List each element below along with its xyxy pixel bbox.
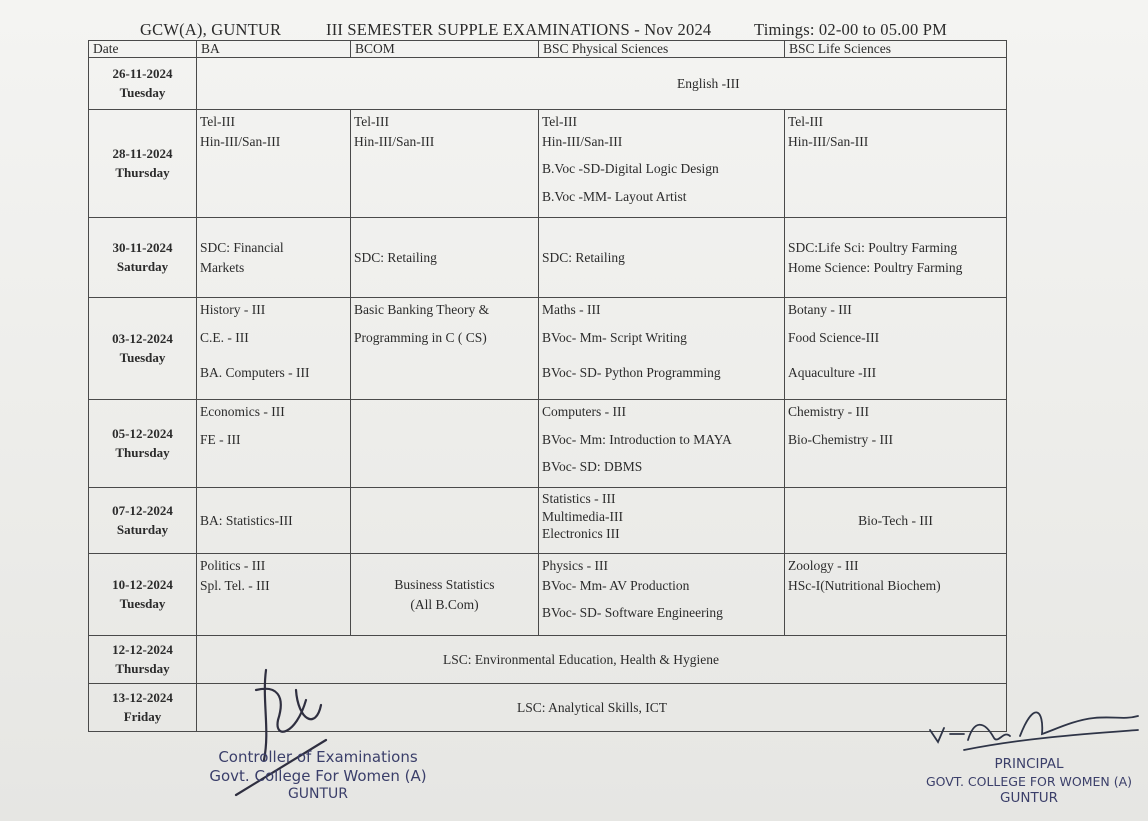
date-cell (89, 636, 197, 684)
stamp-line: Govt. College For Women (A) (209, 766, 427, 785)
bsc-life-cell (785, 110, 1007, 218)
subject: Hin-III/San-III (354, 133, 435, 149)
bcom-cell (351, 400, 539, 488)
col-header-bsc-life: BSC Life Sciences (785, 41, 1007, 58)
exam-date: 07-12-2024 (112, 502, 173, 518)
subject: Food Science-III (788, 329, 880, 345)
exam-date: 12-12-2024 (112, 641, 173, 657)
subject: Electronics III (542, 526, 620, 542)
stamp-line: PRINCIPAL (994, 756, 1064, 772)
subject: Botany - III (788, 302, 852, 317)
date-cell (89, 110, 197, 218)
subject: Zoology - III (788, 558, 859, 573)
table-row (89, 58, 1007, 110)
subject: SDC:Life Sci: Poultry Farming (788, 239, 958, 255)
college-name: GCW(A), GUNTUR (140, 20, 282, 39)
subject: English -III (677, 75, 740, 91)
principal-signature-icon (924, 690, 1144, 752)
ba-cell (197, 298, 351, 400)
ba-cell (197, 488, 351, 554)
subject: Markets (200, 259, 245, 275)
exam-date: 13-12-2024 (112, 689, 173, 705)
date-cell (89, 554, 197, 636)
exam-day: Thursday (115, 660, 170, 676)
date-cell (89, 298, 197, 400)
exam-day: Thursday (115, 164, 170, 180)
subject: HSc-I(Nutritional Biochem) (788, 577, 941, 593)
subject: BVoc- SD- Python Programming (542, 365, 721, 381)
subject: LSC: Environmental Education, Health & Hygiene (443, 651, 719, 667)
subject: Home Science: Poultry Farming (788, 259, 963, 275)
ba-cell (197, 400, 351, 488)
exam-day: Saturday (116, 521, 169, 537)
date-cell (89, 684, 197, 732)
exam-day: Tuesday (119, 349, 166, 365)
subject: Hin-III/San-III (788, 133, 869, 149)
table-header-row (89, 41, 1007, 58)
table-row (89, 110, 1007, 218)
stamp-line: GUNTUR (1000, 789, 1058, 806)
subject: Chemistry - III (788, 404, 869, 419)
principal-stamp (910, 756, 1148, 807)
exam-timetable (88, 40, 1007, 732)
bsc-life-cell (785, 554, 1007, 636)
ba-cell (197, 554, 351, 636)
subject: SDC: Retailing (354, 249, 437, 265)
col-header-bsc-physical: BSC Physical Sciences (539, 41, 785, 58)
stamp-line: GOVT. COLLEGE FOR WOMEN (A) (925, 773, 1133, 789)
subject: Economics - III (200, 404, 285, 419)
subject: Aquaculture -III (788, 365, 877, 381)
date-cell (89, 400, 197, 488)
col-header-date: Date (89, 41, 197, 58)
subject: Tel-III (788, 114, 824, 129)
subject: Computers - III (542, 404, 626, 419)
bcom-cell (351, 488, 539, 554)
subject: Statistics - III (542, 491, 616, 506)
subject: Basic Banking Theory & (354, 302, 490, 317)
subject: Hin-III/San-III (542, 133, 623, 149)
subject: SDC: Retailing (542, 249, 625, 265)
subject: BVoc- Mm: Introduction to MAYA (542, 431, 732, 447)
exam-title: III SEMESTER SUPPLE EXAMINATIONS - Nov 2024 (326, 20, 712, 39)
bsc-life-cell (785, 400, 1007, 488)
ba-cell (197, 110, 351, 218)
date-cell (89, 488, 197, 554)
table-row (89, 400, 1007, 488)
exam-date: 28-11-2024 (112, 145, 173, 161)
subject: BVoc- SD: DBMS (542, 459, 643, 475)
bsc-physical-cell (539, 400, 785, 488)
subject: BA. Computers - III (200, 365, 310, 381)
subject: Spl. Tel. - III (200, 577, 270, 593)
bsc-physical-cell (539, 554, 785, 636)
exam-date: 03-12-2024 (112, 330, 173, 346)
subject: Physics - III (542, 558, 608, 573)
exam-date: 26-11-2024 (112, 65, 173, 81)
stamp-line: Controller of Examinations (218, 748, 418, 766)
exam-day: Saturday (116, 258, 169, 274)
bsc-physical-cell (539, 110, 785, 218)
exam-day: Tuesday (119, 84, 166, 100)
subject: Tel-III (542, 114, 578, 129)
bsc-life-cell (785, 298, 1007, 400)
subject: BVoc- Mm- Script Writing (542, 329, 687, 345)
subject: Bio-Tech - III (858, 512, 933, 528)
subject: Programming in C ( CS) (354, 329, 487, 345)
common-subject-cell (197, 58, 1007, 110)
subject: Hin-III/San-III (200, 133, 281, 149)
subject: (All B.Com) (410, 596, 479, 612)
col-header-bcom: BCOM (351, 41, 539, 58)
bcom-cell (351, 218, 539, 298)
date-cell (89, 218, 197, 298)
subject: BA: Statistics-III (200, 512, 293, 528)
subject: BVoc- Mm- AV Production (542, 577, 690, 593)
bsc-physical-cell (539, 488, 785, 554)
table-row (89, 218, 1007, 298)
bcom-cell (351, 298, 539, 400)
subject: FE - III (200, 431, 241, 447)
subject: C.E. - III (200, 329, 249, 345)
subject: Maths - III (542, 302, 601, 317)
date-cell (89, 58, 197, 110)
col-header-ba: BA (197, 41, 351, 58)
exam-day: Tuesday (119, 595, 166, 611)
stamp-line: GUNTUR (287, 785, 349, 802)
exam-timings: Timings: 02-00 to 05.00 PM (754, 20, 948, 39)
table-row (89, 298, 1007, 400)
controller-stamp (188, 748, 448, 803)
exam-day: Thursday (115, 444, 170, 460)
exam-day: Friday (123, 708, 162, 724)
bsc-physical-cell (539, 298, 785, 400)
exam-date: 10-12-2024 (112, 576, 173, 592)
subject: Multimedia-III (542, 508, 623, 524)
exam-date: 30-11-2024 (112, 239, 173, 255)
subject: SDC: Financial (200, 239, 284, 255)
subject: Bio-Chemistry - III (788, 431, 893, 447)
bsc-life-cell (785, 218, 1007, 298)
table-row (89, 554, 1007, 636)
subject: LSC: Analytical Skills, ICT (517, 699, 668, 715)
subject: Politics - III (200, 558, 266, 573)
bcom-cell (351, 110, 539, 218)
subject: Tel-III (354, 114, 390, 129)
subject: History - III (200, 302, 266, 317)
subject: Business Statistics (394, 576, 495, 592)
subject: B.Voc -SD-Digital Logic Design (542, 161, 719, 177)
table-row (89, 488, 1007, 554)
bcom-cell (351, 554, 539, 636)
subject: BVoc- SD- Software Engineering (542, 605, 723, 621)
bsc-physical-cell (539, 218, 785, 298)
ba-cell (197, 218, 351, 298)
subject: Tel-III (200, 114, 236, 129)
subject: B.Voc -MM- Layout Artist (542, 188, 687, 204)
bsc-life-cell (785, 488, 1007, 554)
exam-date: 05-12-2024 (112, 425, 173, 441)
